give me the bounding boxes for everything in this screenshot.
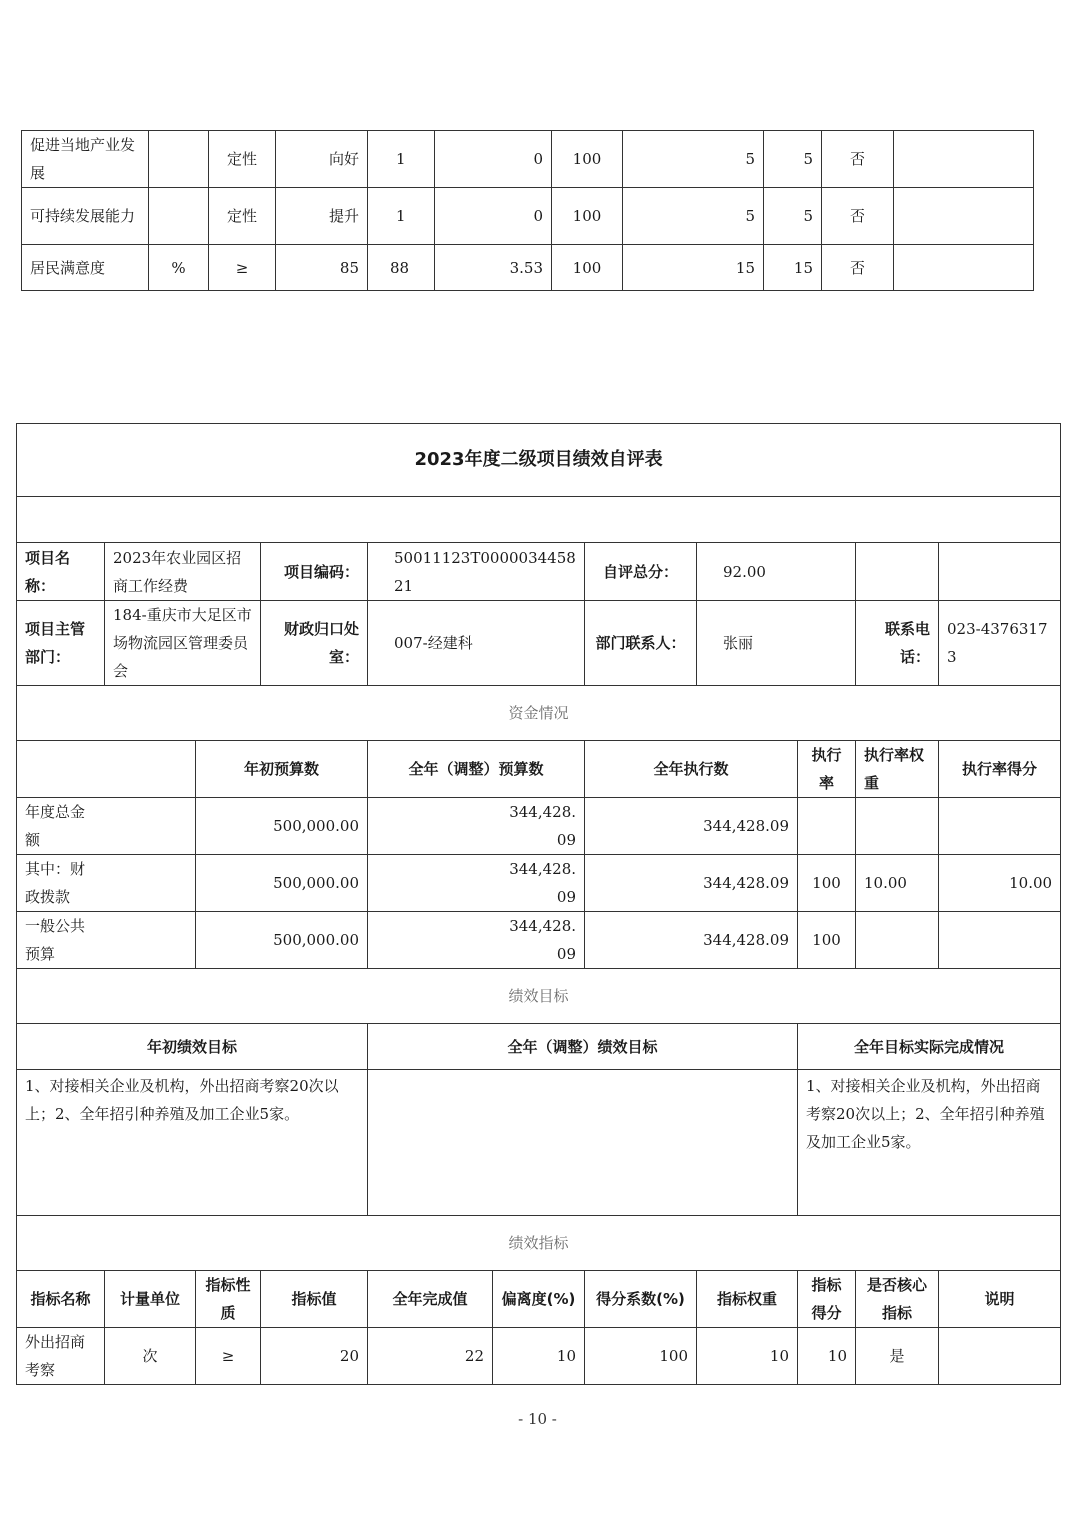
funds-row bbox=[17, 912, 1061, 969]
adjusted-budget-header: 全年（调整）预算数 bbox=[368, 741, 585, 798]
indicator-nature: ≥ bbox=[209, 245, 276, 291]
header-deviation: 偏离度(%) bbox=[493, 1271, 585, 1328]
exec-rate-score-header: 执行率得分 bbox=[939, 741, 1061, 798]
indicator-score: 15 bbox=[764, 245, 822, 291]
funds-rate bbox=[798, 798, 856, 855]
dept-name: 184-重庆市大足区市场物流园区管理委员会 bbox=[105, 601, 261, 686]
indicator-name: 可持续发展能力 bbox=[22, 188, 149, 245]
header-score: 指标得分 bbox=[798, 1271, 856, 1328]
funds-weight bbox=[856, 798, 939, 855]
empty-cell bbox=[856, 543, 939, 601]
empty-cell bbox=[939, 543, 1061, 601]
indicator-weight: 10 bbox=[697, 1328, 798, 1385]
funds-rate: 100 bbox=[798, 855, 856, 912]
indicator-nature: 定性 bbox=[209, 131, 276, 188]
funds-section-title: 资金情况 bbox=[17, 686, 1061, 741]
project-code: 50011123T000003445821 bbox=[368, 543, 585, 601]
dept-info-row bbox=[17, 601, 1061, 686]
indicator-deviation: 10 bbox=[493, 1328, 585, 1385]
indicator-core: 否 bbox=[822, 131, 894, 188]
contact-label: 部门联系人： bbox=[585, 601, 697, 686]
indicator-deviation: 0 bbox=[435, 131, 552, 188]
project-info-row bbox=[17, 543, 1061, 601]
indicator-score: 10 bbox=[798, 1328, 856, 1385]
funds-initial: 500,000.00 bbox=[196, 855, 368, 912]
funds-adjusted: 344,428.09 bbox=[368, 912, 585, 969]
goals-section-row bbox=[17, 969, 1061, 1024]
funds-adjusted: 344,428.09 bbox=[368, 855, 585, 912]
indicator-table-continued bbox=[21, 130, 1034, 291]
executed-header: 全年执行数 bbox=[585, 741, 798, 798]
table-row bbox=[22, 245, 1034, 291]
blank-row bbox=[17, 497, 1061, 543]
indicator-score: 5 bbox=[764, 188, 822, 245]
indicators-section-row bbox=[17, 1216, 1061, 1271]
header-indicator-name: 指标名称 bbox=[17, 1271, 105, 1328]
funds-score bbox=[939, 798, 1061, 855]
indicator-coefficient: 100 bbox=[552, 131, 623, 188]
table-row bbox=[22, 188, 1034, 245]
indicator-note bbox=[894, 131, 1034, 188]
actual-goal-text: 1、对接相关企业及机构，外出招商考察20次以上；2、全年招引种养殖及加工企业5家。 bbox=[798, 1070, 1061, 1216]
adjusted-goal-text bbox=[368, 1070, 798, 1216]
initial-goal-header: 年初绩效目标 bbox=[17, 1024, 368, 1070]
indicator-coefficient: 100 bbox=[585, 1328, 697, 1385]
indicator-value: 向好 bbox=[276, 131, 368, 188]
funds-executed: 344,428.09 bbox=[585, 912, 798, 969]
empty-header-cell bbox=[17, 741, 196, 798]
indicator-unit bbox=[149, 188, 209, 245]
phone-label: 联系电话： bbox=[856, 601, 939, 686]
funds-weight bbox=[856, 912, 939, 969]
indicator-done: 22 bbox=[368, 1328, 493, 1385]
indicator-name: 外出招商考察 bbox=[17, 1328, 105, 1385]
indicator-unit: 次 bbox=[105, 1328, 196, 1385]
funds-weight: 10.00 bbox=[856, 855, 939, 912]
goals-section-title: 绩效目标 bbox=[17, 969, 1061, 1024]
project-name: 2023年农业园区招商工作经费 bbox=[105, 543, 261, 601]
indicators-section-title: 绩效指标 bbox=[17, 1216, 1061, 1271]
funds-row bbox=[17, 798, 1061, 855]
funds-initial: 500,000.00 bbox=[196, 912, 368, 969]
funds-rate: 100 bbox=[798, 912, 856, 969]
blank-cell bbox=[17, 497, 1061, 543]
indicator-name: 居民满意度 bbox=[22, 245, 149, 291]
goals-header-row bbox=[17, 1024, 1061, 1070]
finance-office: 007-经建科 bbox=[368, 601, 585, 686]
goals-content-row bbox=[17, 1070, 1061, 1216]
header-done: 全年完成值 bbox=[368, 1271, 493, 1328]
indicator-note bbox=[894, 245, 1034, 291]
funds-row-label: 一般公共预算 bbox=[17, 912, 196, 969]
indicator-deviation: 3.53 bbox=[435, 245, 552, 291]
indicator-name: 促进当地产业发展 bbox=[22, 131, 149, 188]
indicator-nature: ≥ bbox=[196, 1328, 261, 1385]
phone-number: 023-43763173 bbox=[939, 601, 1061, 686]
finance-office-label: 财政归口处室： bbox=[261, 601, 368, 686]
funds-adjusted: 344,428.09 bbox=[368, 798, 585, 855]
adjusted-goal-header: 全年（调整）绩效目标 bbox=[368, 1024, 798, 1070]
indicator-core: 是 bbox=[856, 1328, 939, 1385]
indicator-coefficient: 100 bbox=[552, 245, 623, 291]
project-code-label: 项目编码： bbox=[261, 543, 368, 601]
indicator-done: 1 bbox=[368, 188, 435, 245]
title-row bbox=[17, 424, 1061, 497]
indicator-note bbox=[939, 1328, 1061, 1385]
funds-score bbox=[939, 912, 1061, 969]
indicator-note bbox=[894, 188, 1034, 245]
indicator-coefficient: 100 bbox=[552, 188, 623, 245]
initial-goal-text: 1、对接相关企业及机构，外出招商考察20次以上；2、全年招引种养殖及加工企业5家。 bbox=[17, 1070, 368, 1216]
actual-goal-header: 全年目标实际完成情况 bbox=[798, 1024, 1061, 1070]
funds-executed: 344,428.09 bbox=[585, 798, 798, 855]
project-name-label: 项目名称： bbox=[17, 543, 105, 601]
indicator-score: 5 bbox=[764, 131, 822, 188]
indicator-unit: % bbox=[149, 245, 209, 291]
indicator-unit bbox=[149, 131, 209, 188]
table-row bbox=[17, 1328, 1061, 1385]
funds-score: 10.00 bbox=[939, 855, 1061, 912]
funds-row-label: 其中：财政拨款 bbox=[17, 855, 196, 912]
initial-budget-header: 年初预算数 bbox=[196, 741, 368, 798]
indicator-core: 否 bbox=[822, 188, 894, 245]
exec-rate-weight-header: 执行率权重 bbox=[856, 741, 939, 798]
performance-self-evaluation-form bbox=[16, 423, 1061, 1385]
funds-row-label: 年度总金额 bbox=[17, 798, 196, 855]
header-unit: 计量单位 bbox=[105, 1271, 196, 1328]
dept-label: 项目主管部门： bbox=[17, 601, 105, 686]
header-weight: 指标权重 bbox=[697, 1271, 798, 1328]
funds-executed: 344,428.09 bbox=[585, 855, 798, 912]
self-score: 92.00 bbox=[697, 543, 856, 601]
indicator-weight: 5 bbox=[623, 131, 764, 188]
indicator-header-row bbox=[17, 1271, 1061, 1328]
header-core: 是否核心指标 bbox=[856, 1271, 939, 1328]
indicator-value: 85 bbox=[276, 245, 368, 291]
indicator-weight: 15 bbox=[623, 245, 764, 291]
indicator-value: 提升 bbox=[276, 188, 368, 245]
page-number: - 10 - bbox=[518, 1410, 557, 1428]
contact-name: 张丽 bbox=[697, 601, 856, 686]
form-title: 2023年度二级项目绩效自评表 bbox=[17, 424, 1061, 497]
self-score-label: 自评总分： bbox=[585, 543, 697, 601]
indicator-deviation: 0 bbox=[435, 188, 552, 245]
header-coefficient: 得分系数(%) bbox=[585, 1271, 697, 1328]
header-value: 指标值 bbox=[261, 1271, 368, 1328]
header-note: 说明 bbox=[939, 1271, 1061, 1328]
funds-header-row bbox=[17, 741, 1061, 798]
indicator-nature: 定性 bbox=[209, 188, 276, 245]
header-nature: 指标性质 bbox=[196, 1271, 261, 1328]
table-row bbox=[22, 131, 1034, 188]
exec-rate-header: 执行率 bbox=[798, 741, 856, 798]
indicator-value: 20 bbox=[261, 1328, 368, 1385]
indicator-weight: 5 bbox=[623, 188, 764, 245]
funds-row bbox=[17, 855, 1061, 912]
funds-initial: 500,000.00 bbox=[196, 798, 368, 855]
indicator-done: 88 bbox=[368, 245, 435, 291]
funds-section-row bbox=[17, 686, 1061, 741]
indicator-done: 1 bbox=[368, 131, 435, 188]
indicator-core: 否 bbox=[822, 245, 894, 291]
